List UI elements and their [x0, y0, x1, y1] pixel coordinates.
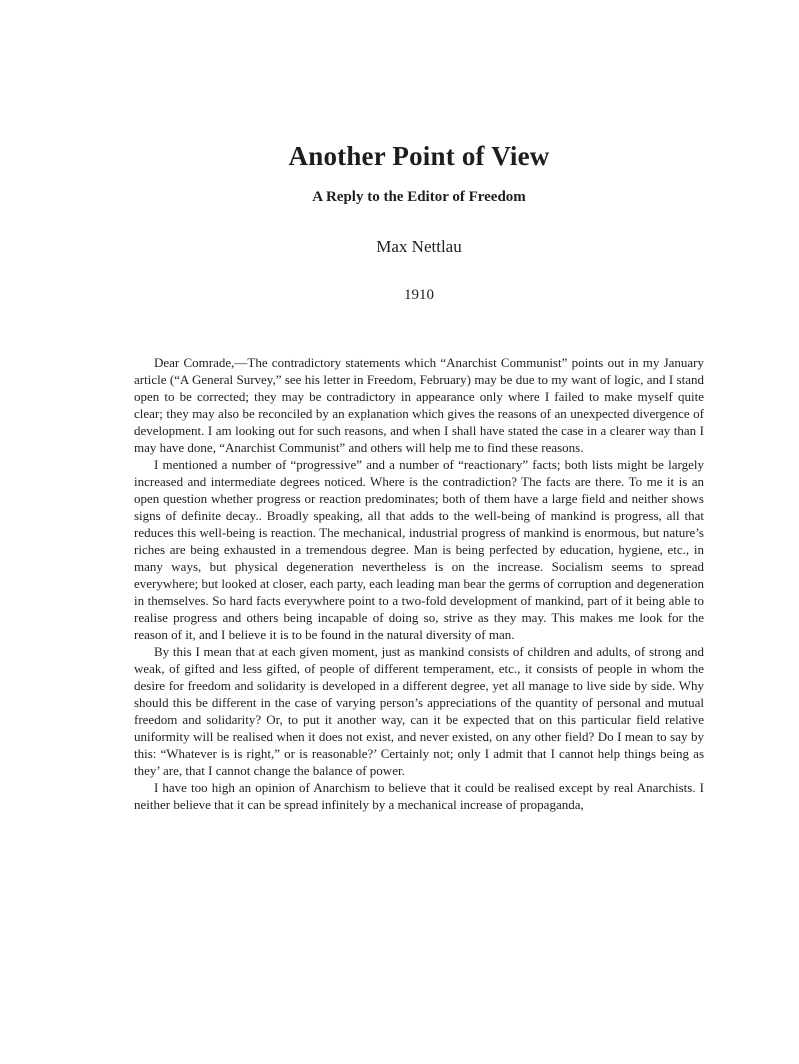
paragraph-4: I have too high an opinion of Anarchism to believe that it could be realised except by real Anarchists. I neither believe that it can be spread infinitely by a mechanical increase of propaganda, — [134, 780, 704, 813]
publication-year: 1910 — [404, 286, 434, 303]
paragraph-1: Dear Comrade,—The contradictory statements which “Anarchist Communist” points out in my January article (“A General Survey,” see his letter in Freedom, February) may be due to my want of logic, and I stand open to be corrected; they may be contradictory in appearance only where I failed to make myself quite clear; they may also be reconciled by an explanation which gives the reasons of an unexpected divergence of development. I am looking out for such reasons, and when I shall have stated the case in a clearer way than I may have done, “Anarchist Communist” and others will help me to find these reasons. — [134, 355, 704, 456]
page-subtitle: A Reply to the Editor of Freedom — [312, 189, 526, 206]
page-content — [134, 0, 704, 813]
author-name: Max Nettlau — [376, 237, 462, 257]
page-title: Another Point of View — [288, 141, 550, 171]
paragraph-2: I mentioned a number of “progressive” and a number of “reactionary” facts; both lists might be largely increased and intermediate degrees noticed. Where is the contradiction? The facts are there. To me it is an open question whether progress or reaction predominates; both of them have a large field and neither shows signs of definite decay.. Broadly speaking, all that adds to the well-being of mankind is progress, all that reduces this well-being is reaction. The mechanical, industrial progress of mankind is enormous, but nature’s riches are being exhausted in a tremendous degree. Man is being perfected by education, hygiene, etc., in many ways, but physical degeneration nevertheless is on the increase. Socialism seems to spread everywhere; but looked at closer, each party, each leading man bear the germs of corruption and degeneration in themselves. So hard facts everywhere point to a two-fold development of mankind, part of it being able to realise progress and others being incapable of doing so, strive as they may. This makes me look for the reason of it, and I believe it is to be found in the natural diversity of man. — [134, 457, 704, 643]
body-text — [134, 354, 704, 813]
paragraph-3: By this I mean that at each given moment, just as mankind consists of children and adults, of strong and weak, of gifted and less gifted, of people of different temperament, etc., it consists of people in whom the desire for freedom and solidarity is developed in a different degree, yet all manage to live side by side. Why should this be different in the case of varying person’s appreciations of the quantity of personal and mutual freedom and solidarity? Or, to put it another way, can it be expected that on this particular field relative uniformity will be realised when it does not exist, and never existed, on any other field? Do I mean to say by this: “Whatever is is right,” or is reasonable?’ Certainly not; only I admit that I cannot help things being as they’ are, that I cannot change the balance of power. — [134, 644, 704, 779]
